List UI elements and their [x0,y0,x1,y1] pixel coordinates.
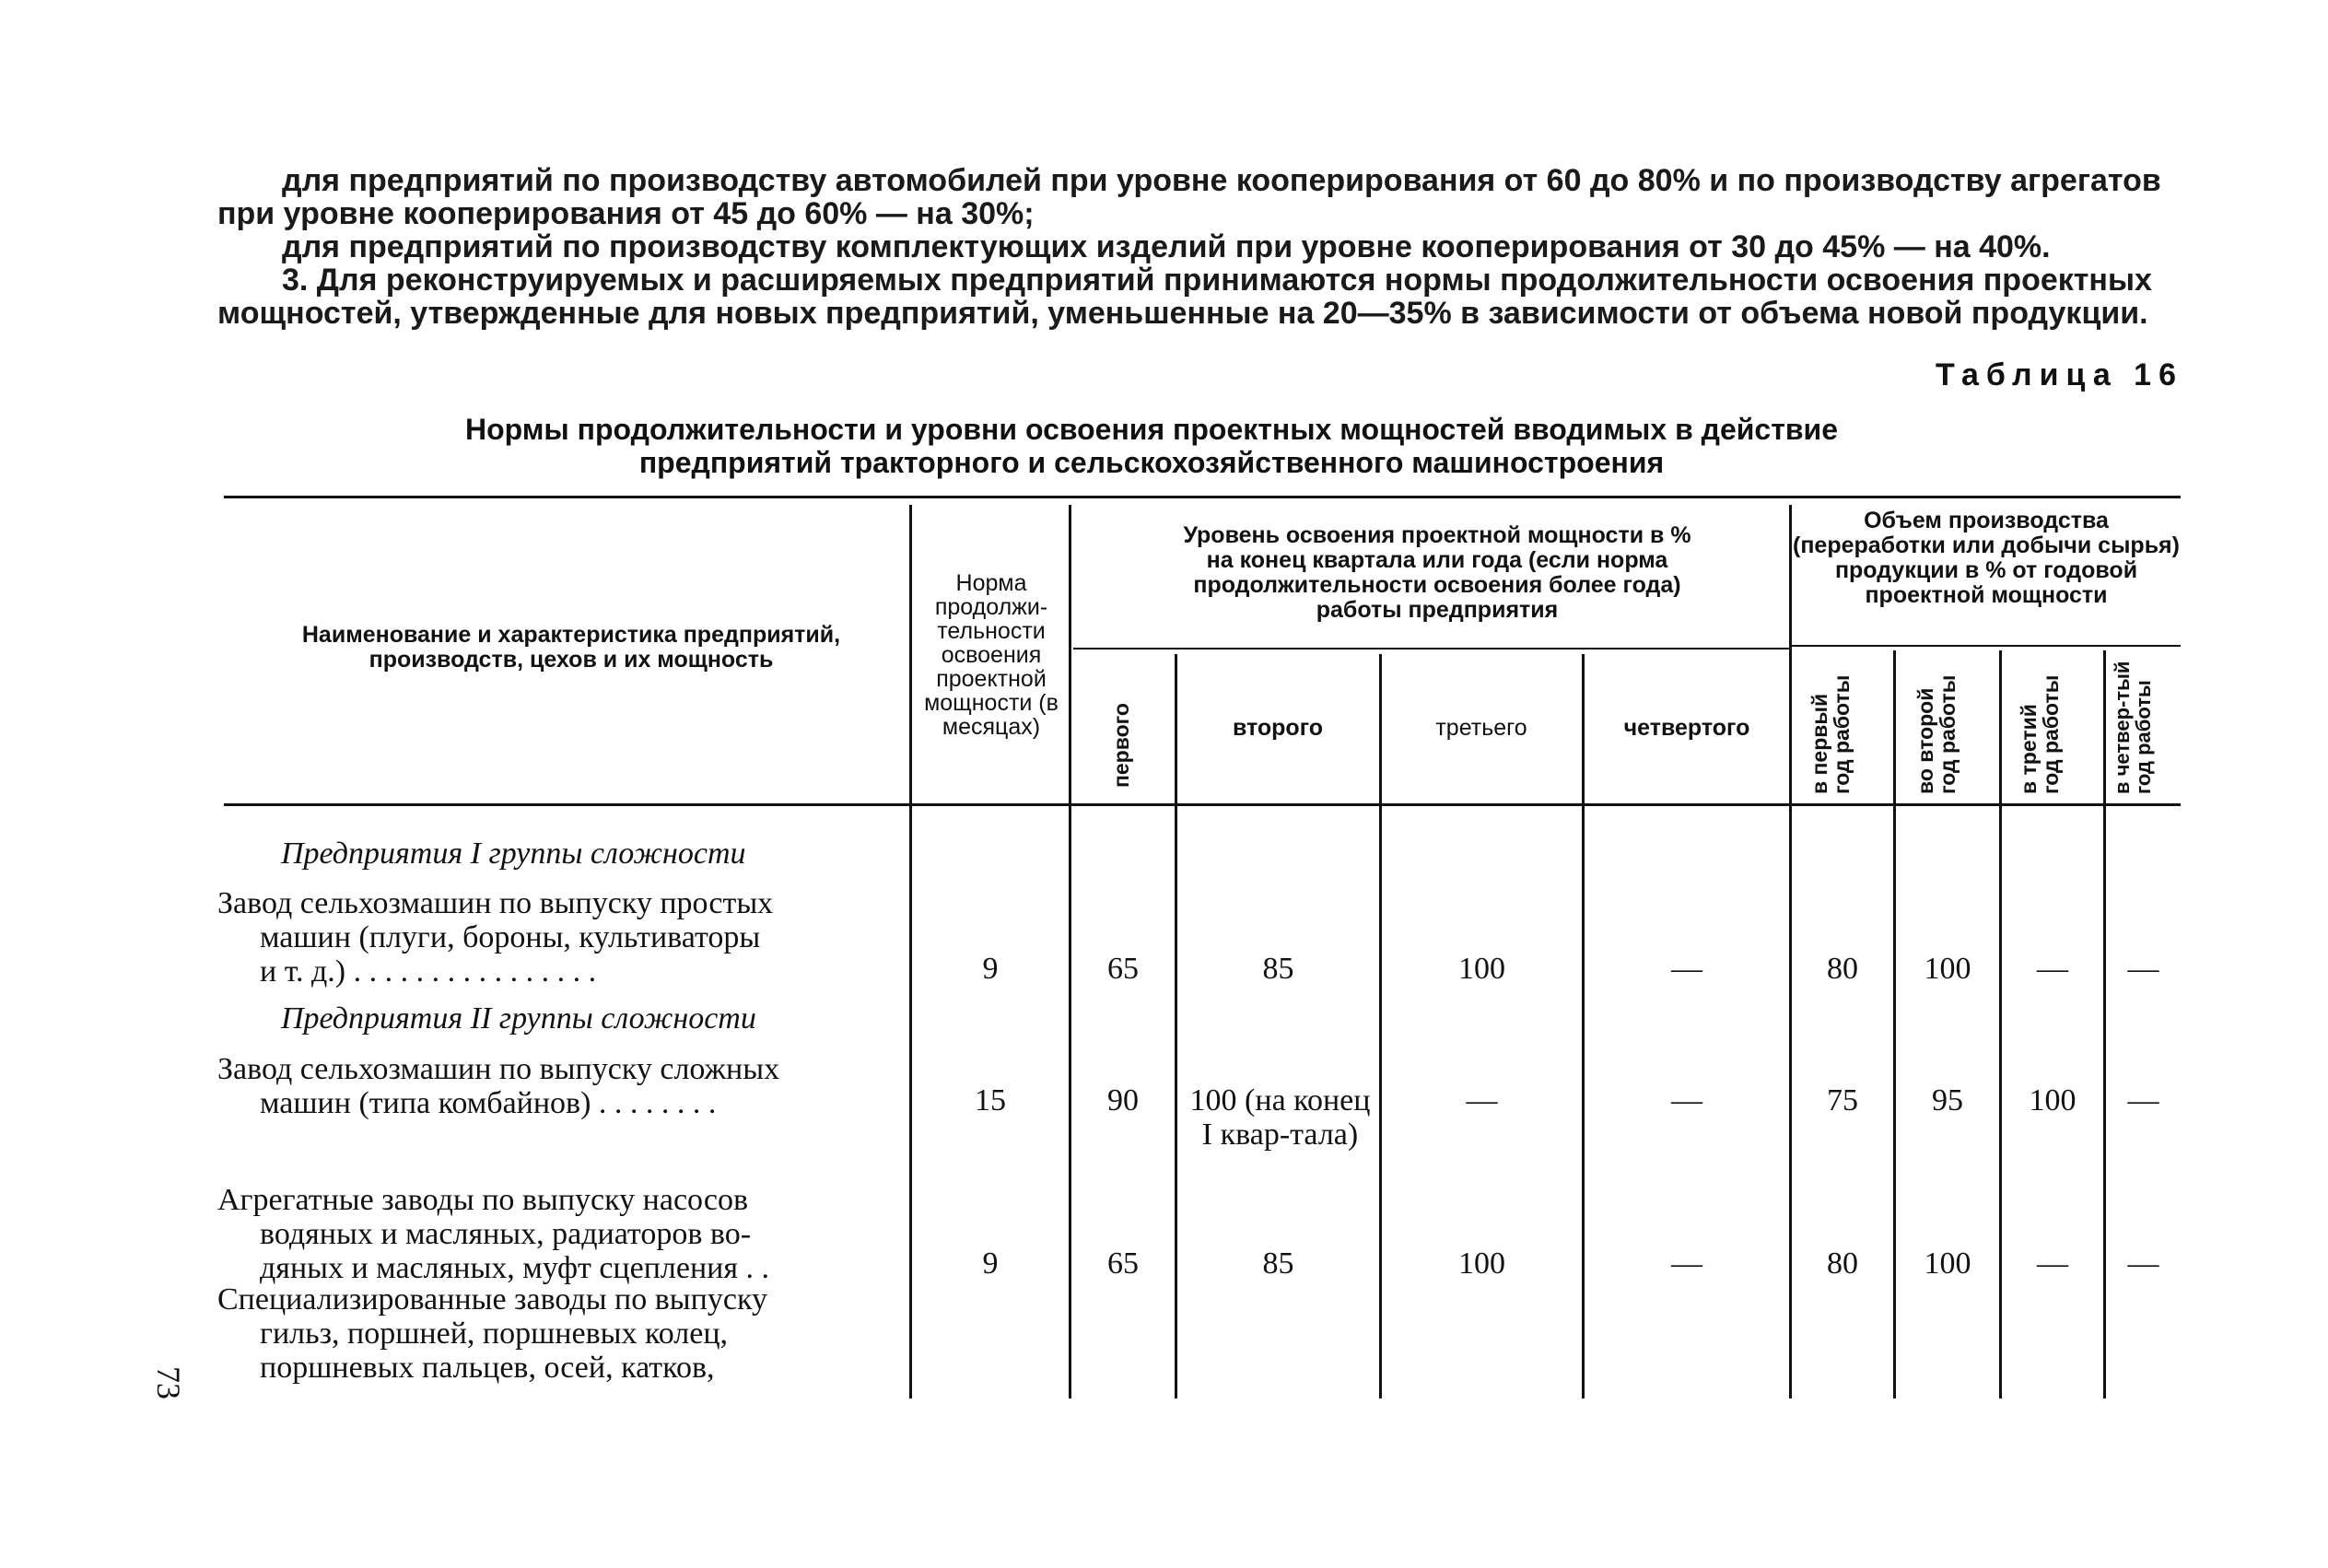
header-q4: четвертого [1623,715,1750,741]
row-2-q2: 100 (на конец I квар-тала) [1189,1083,1371,1152]
volume-subheader-rule [1792,645,2181,647]
row-1-norm: 9 [982,952,999,986]
row-3-name-line-3: дяных и масляных, муфт сцепления . . [260,1251,769,1285]
header-name: Наименование и характеристика предприятий, производств, цехов и их мощность [301,622,841,673]
row-2-q3: — [1466,1083,1498,1117]
header-y2: во второй год работы [1913,674,1959,794]
table-title-line-1: Нормы продолжительности и уровни освоения проектных мощностей вводимых в действие [464,413,1839,446]
table-title-line-2: предприятий тракторного и сельскохозяйственного машиностроения [638,446,1665,479]
row-2-q4: — [1671,1083,1702,1117]
row-3-q3: 100 [1458,1246,1505,1281]
row-1-y2: 100 [1924,952,1971,986]
row-1-name-line-2: машин (плуги, бороны, культиваторы [260,920,761,954]
header-y4: в четвер-тый год работы [2111,661,2155,794]
header-bottom-rule [224,803,2181,806]
level-subheader-rule [1073,648,1792,649]
table-label: Таблица 16 [1936,357,2183,392]
row-3-name-line-2: водяных и масляных, радиаторов во- [260,1217,752,1251]
row-2-y2: 95 [1932,1083,1963,1117]
header-y3: в третий год работы [2017,674,2063,794]
col-divider-5 [1582,654,1585,1398]
page-number: 73 [150,1366,187,1399]
row-1-q1: 65 [1107,952,1139,986]
table-top-rule [224,496,2181,498]
col-divider-3 [1175,654,1177,1398]
header-volume: Объем производства (переработки или добычи сырья) продукции в % от годовой проектной мощности [1793,508,2180,608]
row-2-y1: 75 [1827,1083,1858,1117]
row-3-y2: 100 [1924,1246,1971,1281]
row-1-name-line-1: Завод сельхозмашин по выпуску простых [217,886,774,920]
row-1-y1: 80 [1827,952,1858,986]
row-1-y4: — [2127,952,2159,986]
header-q2: второго [1232,715,1324,741]
col-divider-8 [1999,650,2002,1398]
row-2-y3: 100 [2029,1083,2076,1117]
intro-paragraph-2: для предприятий по производству комплектующих изделий при уровне кооперирования от 30 до 45% — на 40%. [282,229,2051,264]
row-3-y4: — [2127,1246,2159,1281]
group-1-heading: Предприятия I группы сложности [281,837,746,871]
row-3-norm: 9 [982,1246,999,1281]
row-3-name-line-1: Агрегатные заводы по выпуску насосов [217,1183,749,1217]
row-4-name-line-1: Специализированные заводы по выпуску [217,1282,767,1316]
header-y1: в первый год работы [1807,674,1854,794]
row-2-y4: — [2127,1083,2159,1117]
row-4-name-line-3: поршневых пальцев, осей, катков, [260,1351,715,1385]
row-2-name [217,1052,899,1120]
col-divider-9 [2103,650,2106,1398]
row-3-q2: 85 [1262,1246,1294,1281]
row-2-norm: 15 [975,1083,1006,1117]
row-3-y3: — [2037,1246,2068,1281]
col-divider-4 [1379,654,1382,1398]
row-2-name-line-2: машин (типа комбайнов) . . . . . . . . [260,1086,717,1120]
row-4-name [217,1282,899,1385]
row-1-name-line-3: и т. д.) . . . . . . . . . . . . . . . . [260,954,597,989]
intro-paragraph-1: для предприятий по производству автомобилей при уровне кооперирования от 60 до 80% и по производству агрегатов при уровне кооперирования от 45 до 60% — на 30%; [217,163,2161,231]
row-3-name [217,1183,899,1285]
row-1-q2: 85 [1262,952,1294,986]
row-1-q4: — [1671,952,1702,986]
header-q3: третьего [1435,715,1527,741]
row-1-y3: — [2037,952,2068,986]
row-1-name [217,886,899,989]
header-norm: Норма продолжи-тельности освоения проектной мощности (в месяцах) [924,570,1059,740]
table-title [276,413,2027,479]
row-2-q1: 90 [1107,1083,1139,1117]
header-q1: первого [1109,703,1133,788]
row-3-q1: 65 [1107,1246,1139,1281]
row-1-q3: 100 [1458,952,1505,986]
row-2-name-line-1: Завод сельхозмашин по выпуску сложных [217,1052,780,1086]
col-divider-7 [1893,650,1896,1398]
row-3-y1: 80 [1827,1246,1858,1281]
group-2-heading: Предприятия II группы сложности [281,1001,756,1036]
header-level: Уровень освоения проектной мощности в % на конец квартала или года (если норма продолжительности освоения более года) работы предприятия [1183,522,1691,623]
row-4-name-line-2: гильз, поршней, поршневых колец, [260,1316,729,1351]
intro-paragraph-3: 3. Для реконструируемых и расширяемых предприятий принимаются нормы продолжительности освоения проектных мощностей, утвержденные для новых предприятий, уменьшенные на 20—35% в зависимости от объема новой продукции. [217,263,2152,331]
row-3-q4: — [1671,1246,1702,1281]
